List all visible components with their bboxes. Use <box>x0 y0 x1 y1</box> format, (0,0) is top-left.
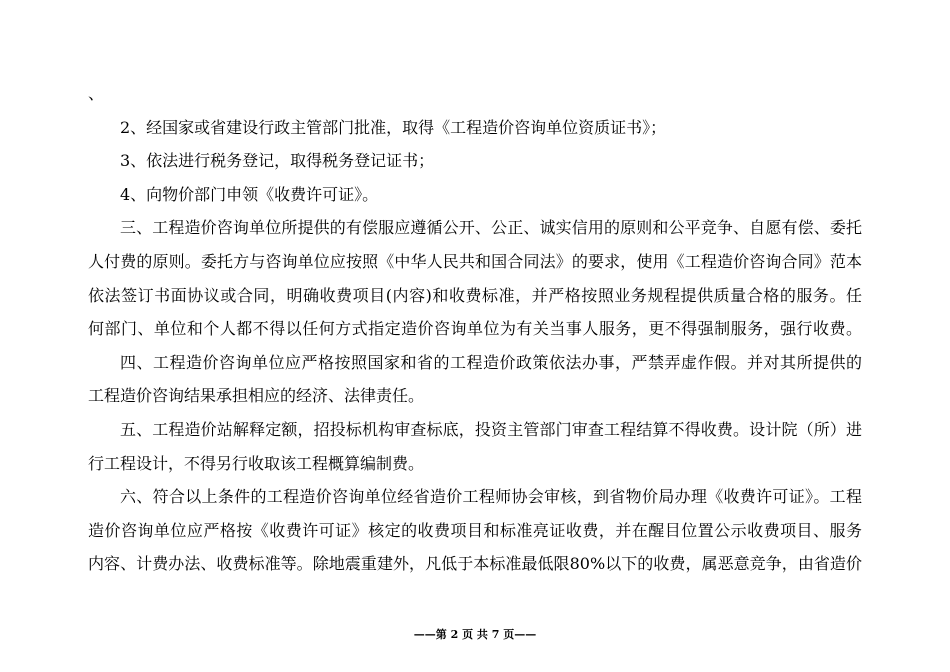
paragraph-line: 工程造价咨询结果承担相应的经济、法律责任。 <box>88 386 425 406</box>
paragraph-line: 依法签订书面协议或合同，明确收费项目(内容)和收费标准，并严格按照业务规程提供质量合格的服务。任 <box>88 285 862 305</box>
document-body <box>88 77 862 581</box>
paragraph-item-3 <box>88 144 862 178</box>
paragraph-item-2 <box>88 111 862 145</box>
paragraph-line: 造价咨询单位应严格按《收费许可证》核定的收费项目和标准亮证收费，并在醒目位置公示收费项目、服务 <box>88 520 862 540</box>
paragraph-line: 3、依法进行税务登记，取得税务登记证书； <box>120 151 435 171</box>
paragraph-section-5 <box>88 413 862 480</box>
paragraph-line: 五、工程造价站解释定额，招投标机构审查标底，投资主管部门审查工程结算不得收费。设计院（所）进 <box>120 419 862 439</box>
paragraph-section-4 <box>88 346 862 413</box>
paragraph-line: 4、向物价部门申领《收费许可证》。 <box>120 184 379 204</box>
paragraph-line: 人付费的原则。委托方与咨询单位应按照《中华人民共和国合同法》的要求，使用《工程造价咨询合同》范本 <box>88 251 862 271</box>
paragraph-line: 行工程设计，不得另行收取该工程概算编制费。 <box>88 453 425 473</box>
paragraph-section-6 <box>88 480 862 581</box>
paragraph-item-4 <box>88 178 862 212</box>
paragraph-line: 四、工程造价咨询单位应严格按照国家和省的工程造价政策依法办事，严禁弄虚作假。并对其所提供的 <box>120 352 862 372</box>
paragraph-line: 内容、计费办法、收费标准等。除地震重建外，凡低于本标准最低限80%以下的收费，属恶意竞争，由省造价 <box>88 554 862 574</box>
paragraph-fragment <box>88 77 862 111</box>
paragraph-line: 六、符合以上条件的工程造价咨询单位经省造价工程师协会审核，到省物价局办理《收费许可证》。工程 <box>120 487 862 507</box>
paragraph-line: 、 <box>88 84 105 103</box>
page-number-footer: ——第 2 页 共 7 页—— <box>413 628 537 641</box>
paragraph-line: 2、经国家或省建设行政主管部门批准，取得《工程造价咨询单位资质证书》； <box>120 117 667 137</box>
paragraph-section-3 <box>88 211 862 345</box>
paragraph-line: 何部门、单位和个人都不得以任何方式指定造价咨询单位为有关当事人服务，更不得强制服务，强行收费。 <box>88 319 862 339</box>
paragraph-line: 三、工程造价咨询单位所提供的有偿服应遵循公开、公正、诚实信用的原则和公平竞争、自愿有偿、委托 <box>120 218 862 238</box>
